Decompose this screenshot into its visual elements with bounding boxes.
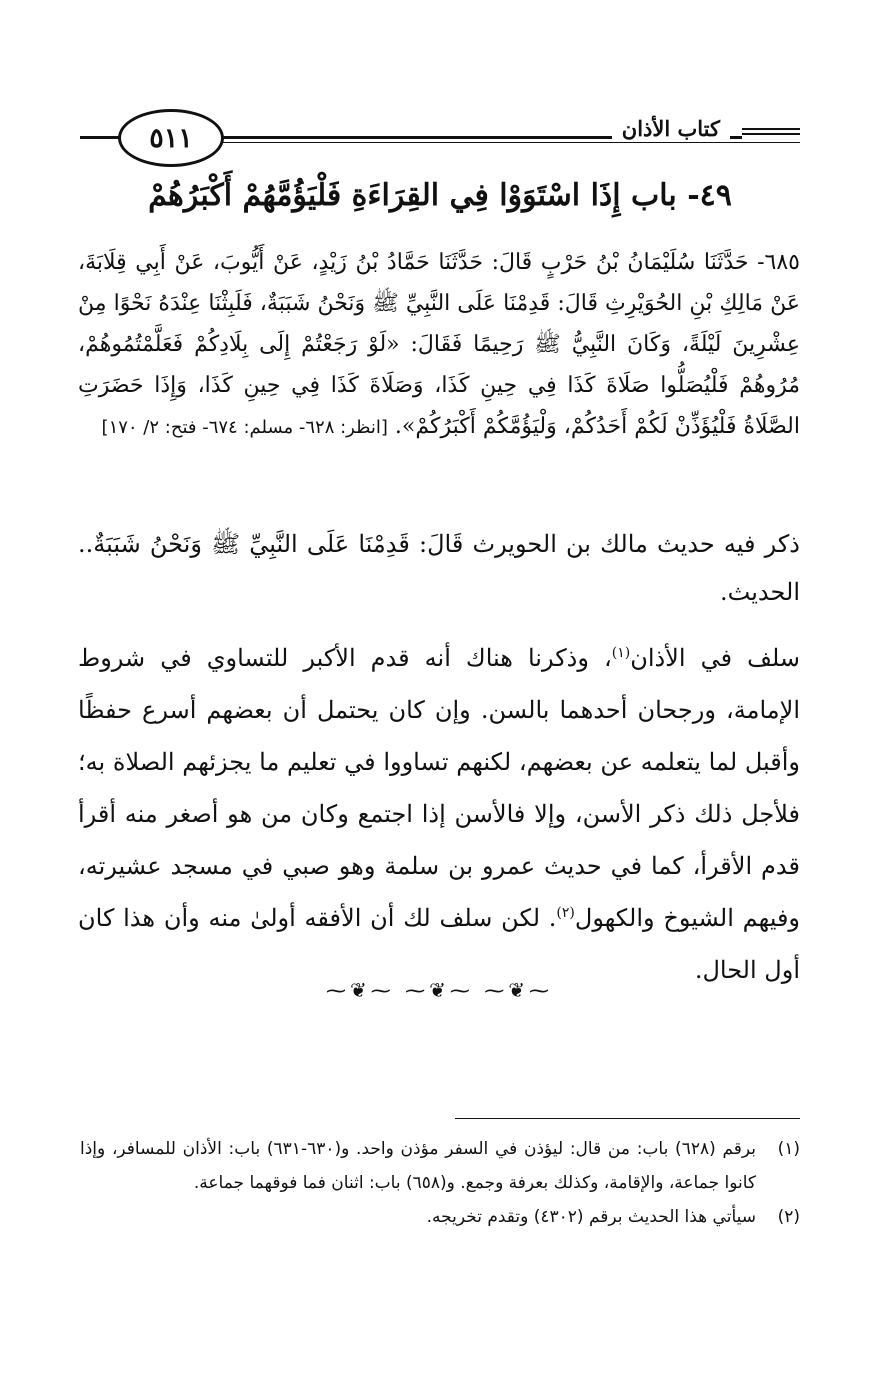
commentary <box>78 520 800 996</box>
hadith-body: ٦٨٥- حَدَّثَنَا سُلَيْمَانُ بْنُ حَرْبٍ قَالَ: حَدَّثَنَا حَمَّادُ بْنُ زَيْدٍ، عَنْ أَيُّوبَ، عَنْ أَبِي قِلَابَةَ، عَنْ مَالِكِ بْنِ الحُوَيْرِثِ قَالَ: قَدِمْنَا عَلَى النَّبِيِّ ﷺ وَنَحْنُ شَبَبَةٌ، فَلَبِثْنَا عِنْدَهُ نَحْوًا مِنْ عِشْرِينَ لَيْلَةً، وَكَانَ النَّبِيُّ ﷺ رَحِيمًا فَقَالَ: «لَوْ رَجَعْتُمْ إِلَى بِلَادِكُمْ فَعَلَّمْتُمُوهُمْ، مُرُوهُمْ فَلْيُصَلُّوا صَلَاةَ كَذَا فِي حِينِ كَذَا، وَصَلَاةَ كَذَا فِي حِينِ كَذَا، وَإِذَا حَضَرَتِ الصَّلَاةُ فَلْيُؤَذِّنْ لَكُمْ أَحَدُكُمْ، وَلْيَؤُمَّكُمْ أَكْبَرُكُمْ». <box>78 250 801 439</box>
footnote-2 <box>80 1200 800 1234</box>
para2-text-c: . لكن سلف لك أن الأفقه أولىٰ منه وأن هذا كان أول الحال. <box>78 904 800 984</box>
page-header <box>80 104 800 168</box>
footnotes <box>80 1132 800 1234</box>
book-title: كتاب الأذان <box>612 116 730 141</box>
header-rule-thin <box>200 142 800 143</box>
footnote-separator <box>455 1118 800 1119</box>
hadith-text <box>78 242 800 448</box>
footnote-1 <box>80 1132 800 1200</box>
footnote-number: (١) <box>777 1139 800 1159</box>
footnote-ref-2[interactable]: (٢) <box>556 905 575 921</box>
footnote-ref-1[interactable]: (١) <box>611 645 631 661</box>
footnote-number: (٢) <box>777 1207 800 1227</box>
page-number: ٥١١ <box>118 109 224 167</box>
commentary-paragraph-1: ذكر فيه حديث مالك بن الحويرث قَالَ: قَدِمْنَا عَلَى النَّبِيِّ ﷺ وَنَحْنُ شَبَبَةٌ.. الحديث. <box>78 530 800 606</box>
commentary-paragraph-2 <box>78 632 800 996</box>
para2-text-a: سلف في الأذان <box>630 644 801 672</box>
section-divider-ornament: ⁓❦⁓ ⁓❦⁓ ⁓❦⁓ <box>326 978 553 1002</box>
header-ornament-lines <box>742 128 800 140</box>
chapter-heading: ٤٩- باب إِذَا اسْتَوَوْا فِي القِرَاءَةِ فَلْيَؤُمَّهُمْ أَكْبَرُهُمْ <box>148 178 732 213</box>
footnote-text: برقم (٦٢٨) باب: من قال: ليؤذن في السفر مؤذن واحد. و(٦٣٠-٦٣١) باب: الأذان للمسافر، وإذا كانوا جماعة، والإقامة، وكذلك بعرفة وجمع. و(٦٥٨) باب: اثنان فما فوقهما جماعة. <box>80 1139 756 1193</box>
hadith-reference: [انظر: ٦٢٨- مسلم: ٦٧٤- فتح: ٢/ ١٧٠] <box>101 417 388 438</box>
footnote-text: سيأتي هذا الحديث برقم (٤٣٠٢) وتقدم تخريجه. <box>426 1207 756 1227</box>
para2-text-b: ، وذكرنا هناك أنه قدم الأكبر للتساوي في شروط الإمامة، ورجحان أحدهما بالسن. وإن كان يحتمل أن بعضهم أسرع حفظًا وأقبل لما يتعلمه عن بعضهم، لكنهم تساووا في تعليم ما يجزئهم الصلاة به؛ فلأجل ذلك ذكر الأسن، وإلا فالأسن إذا اجتمع وكان من هو أصغر منه أقرأ قدم الأقرأ، كما في حديث عمرو بن سلمة وهو صبي في مسجد عشيرته، وفيهم الشيوخ والكهول <box>78 644 801 932</box>
